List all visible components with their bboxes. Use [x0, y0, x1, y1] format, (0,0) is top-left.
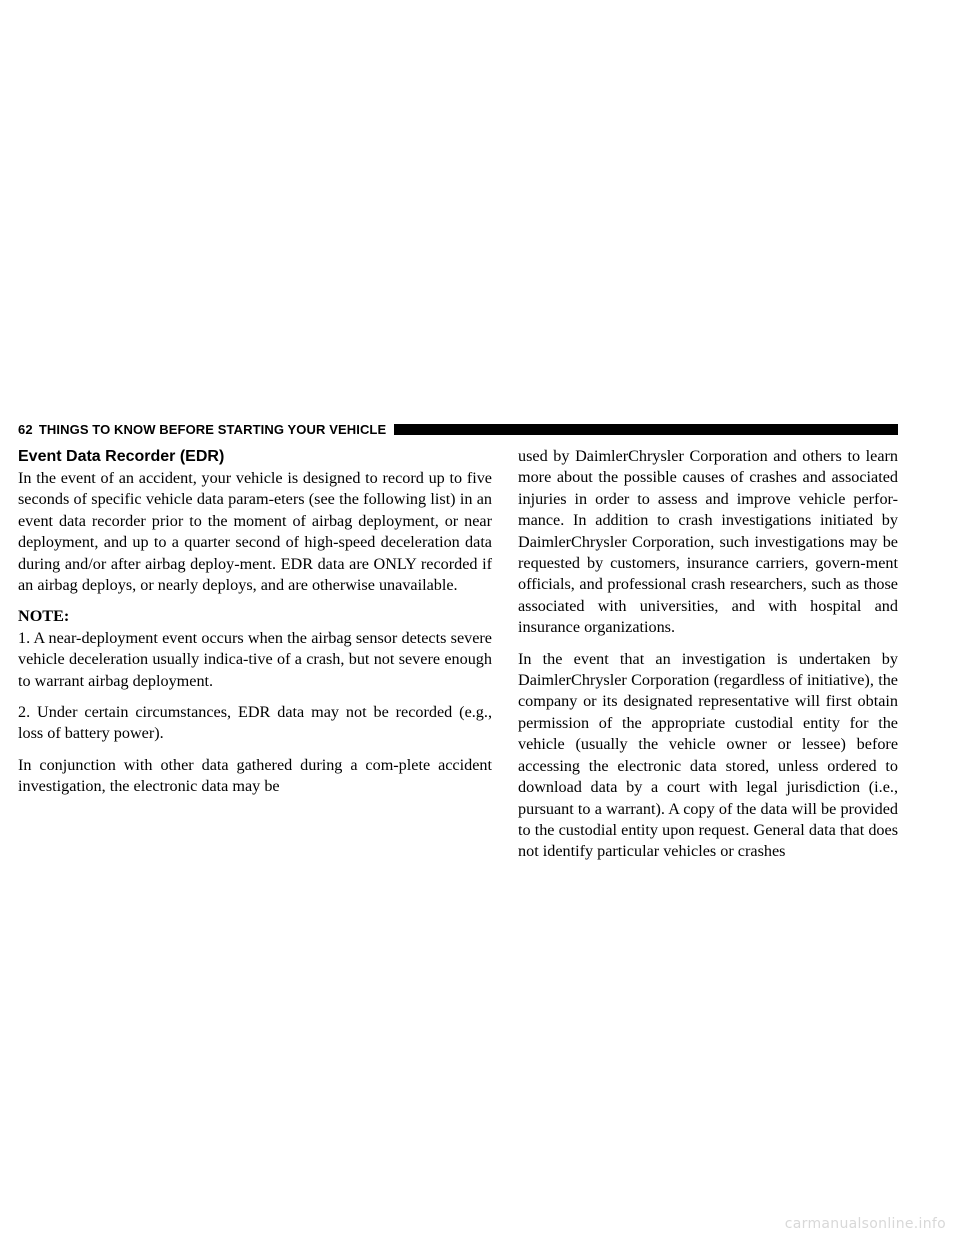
watermark: carmanualsonline.info	[784, 1216, 946, 1232]
edr-intro-paragraph: In the event of an accident, your vehicle is designed to record up to five seconds of specific vehicle data param-eters (see the following list) in an event data recorder prior to the moment of airbag deployment, or near deployment, and up to a quarter second of high-speed deceleration data during and/or after airbag deploy-ment. EDR data are ONLY recorded if an airbag deploys, or nearly deploys, and are otherwise unavailable.	[18, 469, 492, 595]
running-header	[18, 420, 898, 438]
note-label: NOTE:	[18, 607, 70, 626]
page-number: 62	[18, 421, 33, 437]
note-item-2: 2. Under certain circumstances, EDR data may not be recorded (e.g., loss of battery power).	[18, 703, 492, 743]
edr-usage-paragraph: used by DaimlerChrysler Corporation and others to learn more about the possible causes of crashes and associated injuries in order to assess and improve vehicle perfor-mance. In addition to crash investigations initiated by DaimlerChrysler Corporation, such investigations may be requested by customers, insurance carriers, govern-ment officials, and professional crash researchers, such as those associated with universities, and with hospital and insurance organizations.	[518, 447, 898, 637]
header-rule	[394, 424, 898, 435]
section-heading: Event Data Recorder (EDR)	[18, 448, 225, 465]
edr-conjunction-paragraph: In conjunction with other data gathered during a com-plete accident investigation, the electronic data may be	[18, 755, 492, 796]
left-column	[18, 446, 492, 808]
running-title: THINGS TO KNOW BEFORE STARTING YOUR VEHICLE	[38, 421, 387, 437]
note-item-1: 1. A near-deployment event occurs when the airbag sensor detects severe vehicle deceleration usually indica-tive of a crash, but not severe enough to warrant airbag deployment.	[18, 628, 492, 690]
right-column	[518, 446, 898, 873]
edr-investigation-paragraph: In the event that an investigation is undertaken by DaimlerChrysler Corporation (regardless of initiative), the company or its designated representative will first obtain permission of the appropriate custodial entity for the vehicle (usually the vehicle owner or lessee) before accessing the electronic data stored, unless ordered to download data by a court with legal jurisdiction (i.e., pursuant to a warrant). A copy of the data will be provided to the custodial entity upon request. General data that does not identify particular vehicles or crashes	[518, 649, 898, 861]
